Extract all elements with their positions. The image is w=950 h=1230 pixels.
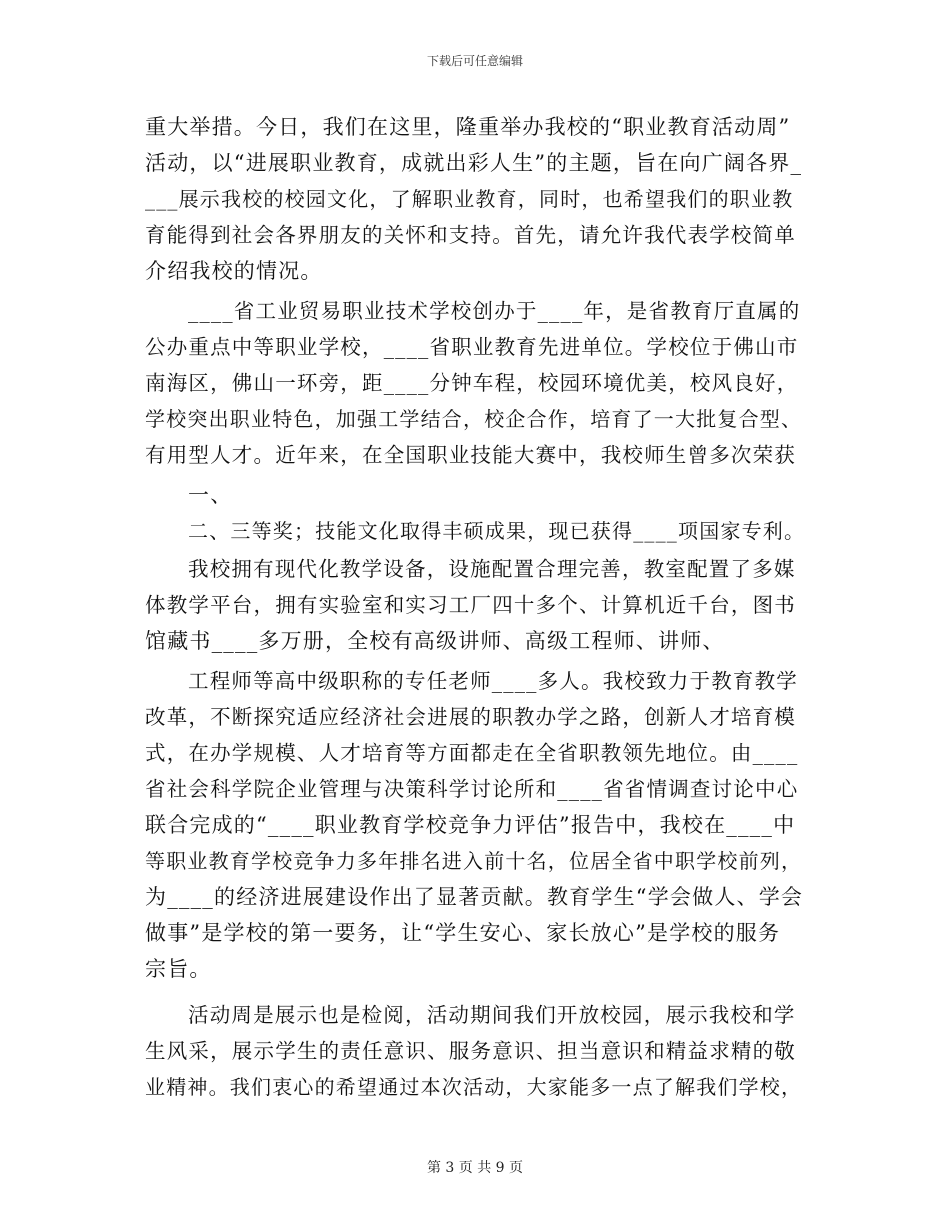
text-line: 南海区，佛山一环旁，距____分钟车程，校园环境优美，校风良好， <box>145 371 799 395</box>
page-header: 下载后可任意编辑 <box>426 54 523 68</box>
text-line: 联合完成的“____职业教育学校竞争力评估”报告中，我校在____中 <box>145 813 796 837</box>
text-line: 我校拥有现代化教学设备，设施配置合理完善，教室配置了多媒 <box>188 557 796 581</box>
text-line: 做事”是学校的第一要务，让“学生安心、家长放心”是学校的服务 <box>145 921 781 945</box>
text-line: 一、 <box>188 483 233 507</box>
text-line: 重大举措。今日，我们在这里，隆重举办我校的“职业教育活动周” <box>145 115 791 139</box>
text-line: 业精神。我们衷心的希望通过本次活动，大家能多一点了解我们学校， <box>145 1075 803 1099</box>
text-line: 活动，以“进展职业教育，成就出彩人生”的主题，旨在向广阔各界_ <box>145 151 803 175</box>
text-line: 育能得到社会各界朋友的关怀和支持。首先，请允许我代表学校简单 <box>145 223 796 247</box>
text-line: 改革，不断探究适应经济社会进展的职教办学之路，创新人才培育模 <box>145 705 796 729</box>
text-line: 体教学平台，拥有实验室和实习工厂四十多个、计算机近千台，图书 <box>145 593 796 617</box>
text-line: 式，在办学规模、人才培育等方面都走在全省职教领先地位。由____ <box>145 741 799 765</box>
text-line: 等职业教育学校竞争力多年排名进入前十名，位居全省中职学校前列， <box>145 849 803 873</box>
text-line: 工程师等高中级职称的专任老师____多人。我校致力于教育教学 <box>188 669 798 693</box>
text-line: 馆藏书____多万册，全校有高级讲师、高级工程师、讲师、 <box>145 629 725 653</box>
page-footer: 第 3 页 共 9 页 <box>426 1160 524 1176</box>
text-line: 学校突出职业特色，加强工学结合，校企合作，培育了一大批复合型、 <box>145 407 803 431</box>
text-line: 为____的经济进展建设作出了显著贡献。教育学生“学会做人、学会 <box>145 885 804 909</box>
text-line: 公办重点中等职业学校，____省职业教育先进单位。学校位于佛山市 <box>145 335 799 359</box>
text-line: 省社会科学院企业管理与决策科学讨论所和____省省情调查讨论中心 <box>145 777 799 801</box>
text-line: 二、三等奖；技能文化取得丰硕成果，现已获得____项国家专利。 <box>188 519 806 543</box>
text-line: 活动周是展示也是检阅，活动期间我们开放校园，展示我校和学 <box>188 1003 796 1027</box>
text-line: 宗旨。 <box>145 957 212 981</box>
text-line: ___展示我校的校园文化，了解职业教育，同时，也希望我们的职业教 <box>145 187 794 211</box>
text-line: 介绍我校的情况。 <box>145 259 323 283</box>
text-line: ____省工业贸易职业技术学校创办于____年，是省教育厅直属的 <box>188 299 801 323</box>
text-line: 生风采，展示学生的责任意识、服务意识、担当意识和精益求精的敬 <box>145 1039 796 1063</box>
text-line: 有用型人才。近年来，在全国职业技能大赛中，我校师生曾多次荣获 <box>145 443 796 467</box>
